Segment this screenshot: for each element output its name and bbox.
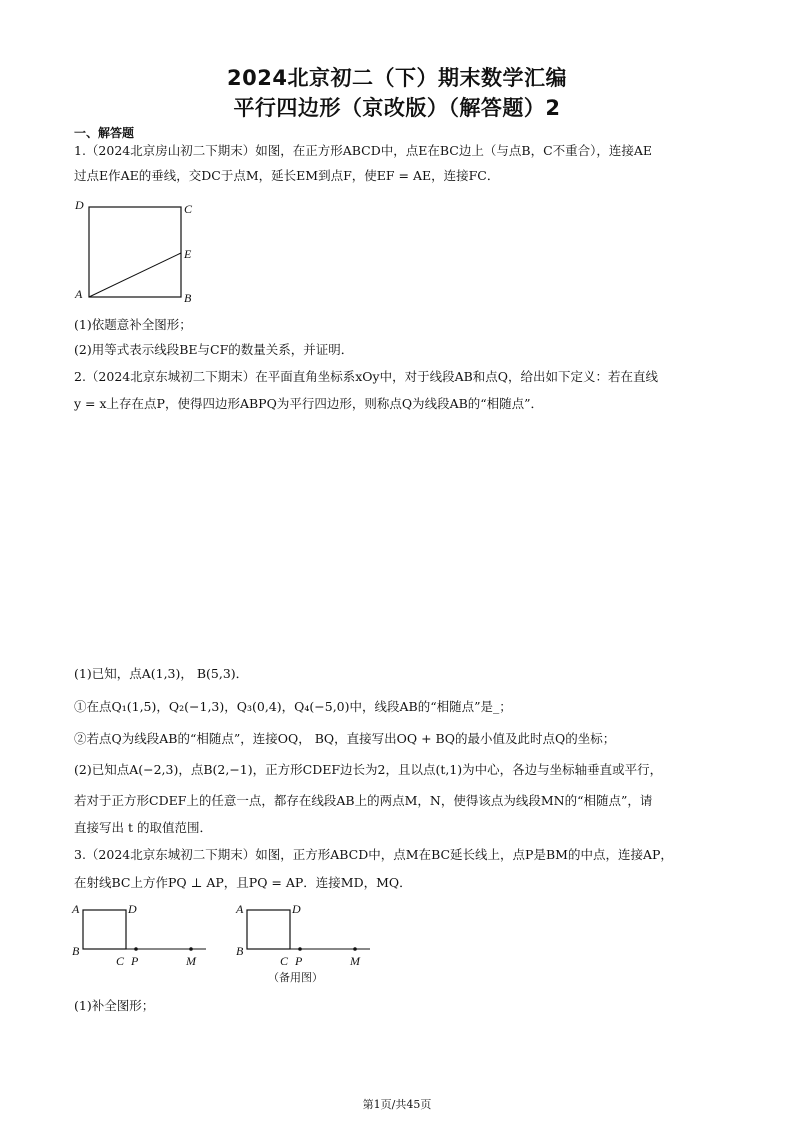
- problem1-question-2: (2)用等式表示线段BE与CF的数量关系，并证明．: [74, 342, 354, 357]
- problem2-statement-line2: y = x上存在点P，使得四边形ABPQ为平行四边形，则称点Q为线段AB的“相随点”．: [74, 396, 544, 411]
- label-d: D: [128, 902, 137, 916]
- page-title-line-2: 平行四边形（京改版）（解答题）2: [233, 96, 561, 120]
- problem2-statement-line1: 2.（2024北京东城初二下期末）在平面直角坐标系xOy中，对于线段AB和点Q，给出如下定义：若在直线: [74, 369, 659, 384]
- label-b: B: [72, 944, 80, 958]
- page-footer: 第1页/共45页: [362, 1098, 432, 1111]
- problem2-question-1b: ②若点Q为线段AB的“相随点”，连接OQ， BQ，直接写出OQ + BQ的最小值及此时点Q的坐标；: [74, 731, 616, 746]
- point-p: [134, 947, 138, 951]
- problem2-question-2-line3: 直接写出 t 的取值范围．: [74, 820, 212, 835]
- point-m: [353, 947, 357, 951]
- problem1-statement-line2: 过点E作AE的垂线，交DC于点M，延长EM到点F，使EF = AE，连接FC．: [74, 168, 500, 183]
- spare-figure-caption: （备用图）: [268, 971, 323, 984]
- problem2-question-2-line2: 若对于正方形CDEF上的任意一点，都存在线段AB上的两点M，N，使得该点为线段MN的“相随点”，请: [74, 793, 653, 808]
- label-a: A: [75, 287, 83, 301]
- problem1-square-figure: [70, 195, 210, 310]
- problem3-statement-line1: 3.（2024北京东城初二下期末）如图，正方形ABCD中，点M在BC延长线上，点P是BM的中点，连接AP，: [74, 847, 673, 862]
- label-d: D: [292, 902, 301, 916]
- segment-ae: [89, 253, 181, 297]
- problem3-statement-line2: 在射线BC上方作PQ ⊥ AP，且PQ = AP．连接MD，MQ．: [74, 875, 412, 890]
- problem1-statement-line1: 1.（2024北京房山初二下期末）如图，在正方形ABCD中，点E在BC边上（与点B，C不重合），连接AE: [74, 143, 653, 158]
- square-abcd: [89, 207, 181, 297]
- label-c: C: [184, 202, 193, 216]
- problem3-spare-figure: [234, 898, 379, 988]
- label-m: M: [186, 954, 196, 968]
- problem1-question-1: (1)依题意补全图形；: [74, 317, 192, 332]
- label-p: P: [295, 954, 303, 968]
- square-abcd: [83, 910, 126, 949]
- problem2-question-2-line1: (2)已知点A(−2,3)，点B(2,−1)，正方形CDEF边长为2，且以点(t,1)为中心，各边与坐标轴垂直或平行，: [74, 762, 663, 777]
- problem3-main-figure: [70, 898, 215, 970]
- problem3-question-1: (1)补全图形；: [74, 998, 155, 1013]
- label-a: A: [236, 902, 244, 916]
- problem2-question-1a: ①在点Q₁(1,5)，Q₂(−1,3)，Q₃(0,4)，Q₄(−5,0)中，线段AB的“相随点”是_；: [74, 699, 512, 714]
- label-c: C: [116, 954, 125, 968]
- label-b: B: [184, 291, 192, 305]
- square-abcd: [247, 910, 290, 949]
- label-b: B: [236, 944, 244, 958]
- problem2-question-1: (1)已知，点A(1,3)， B(5,3)．: [74, 666, 249, 681]
- label-c: C: [280, 954, 289, 968]
- label-d: D: [75, 198, 84, 212]
- label-m: M: [350, 954, 360, 968]
- section-label: 一、解答题: [74, 126, 135, 140]
- label-p: P: [131, 954, 139, 968]
- point-m: [189, 947, 193, 951]
- label-a: A: [72, 902, 80, 916]
- page-title-line-1: 2024北京初二（下）期末数学汇编: [227, 66, 567, 90]
- point-p: [298, 947, 302, 951]
- label-e: E: [184, 247, 192, 261]
